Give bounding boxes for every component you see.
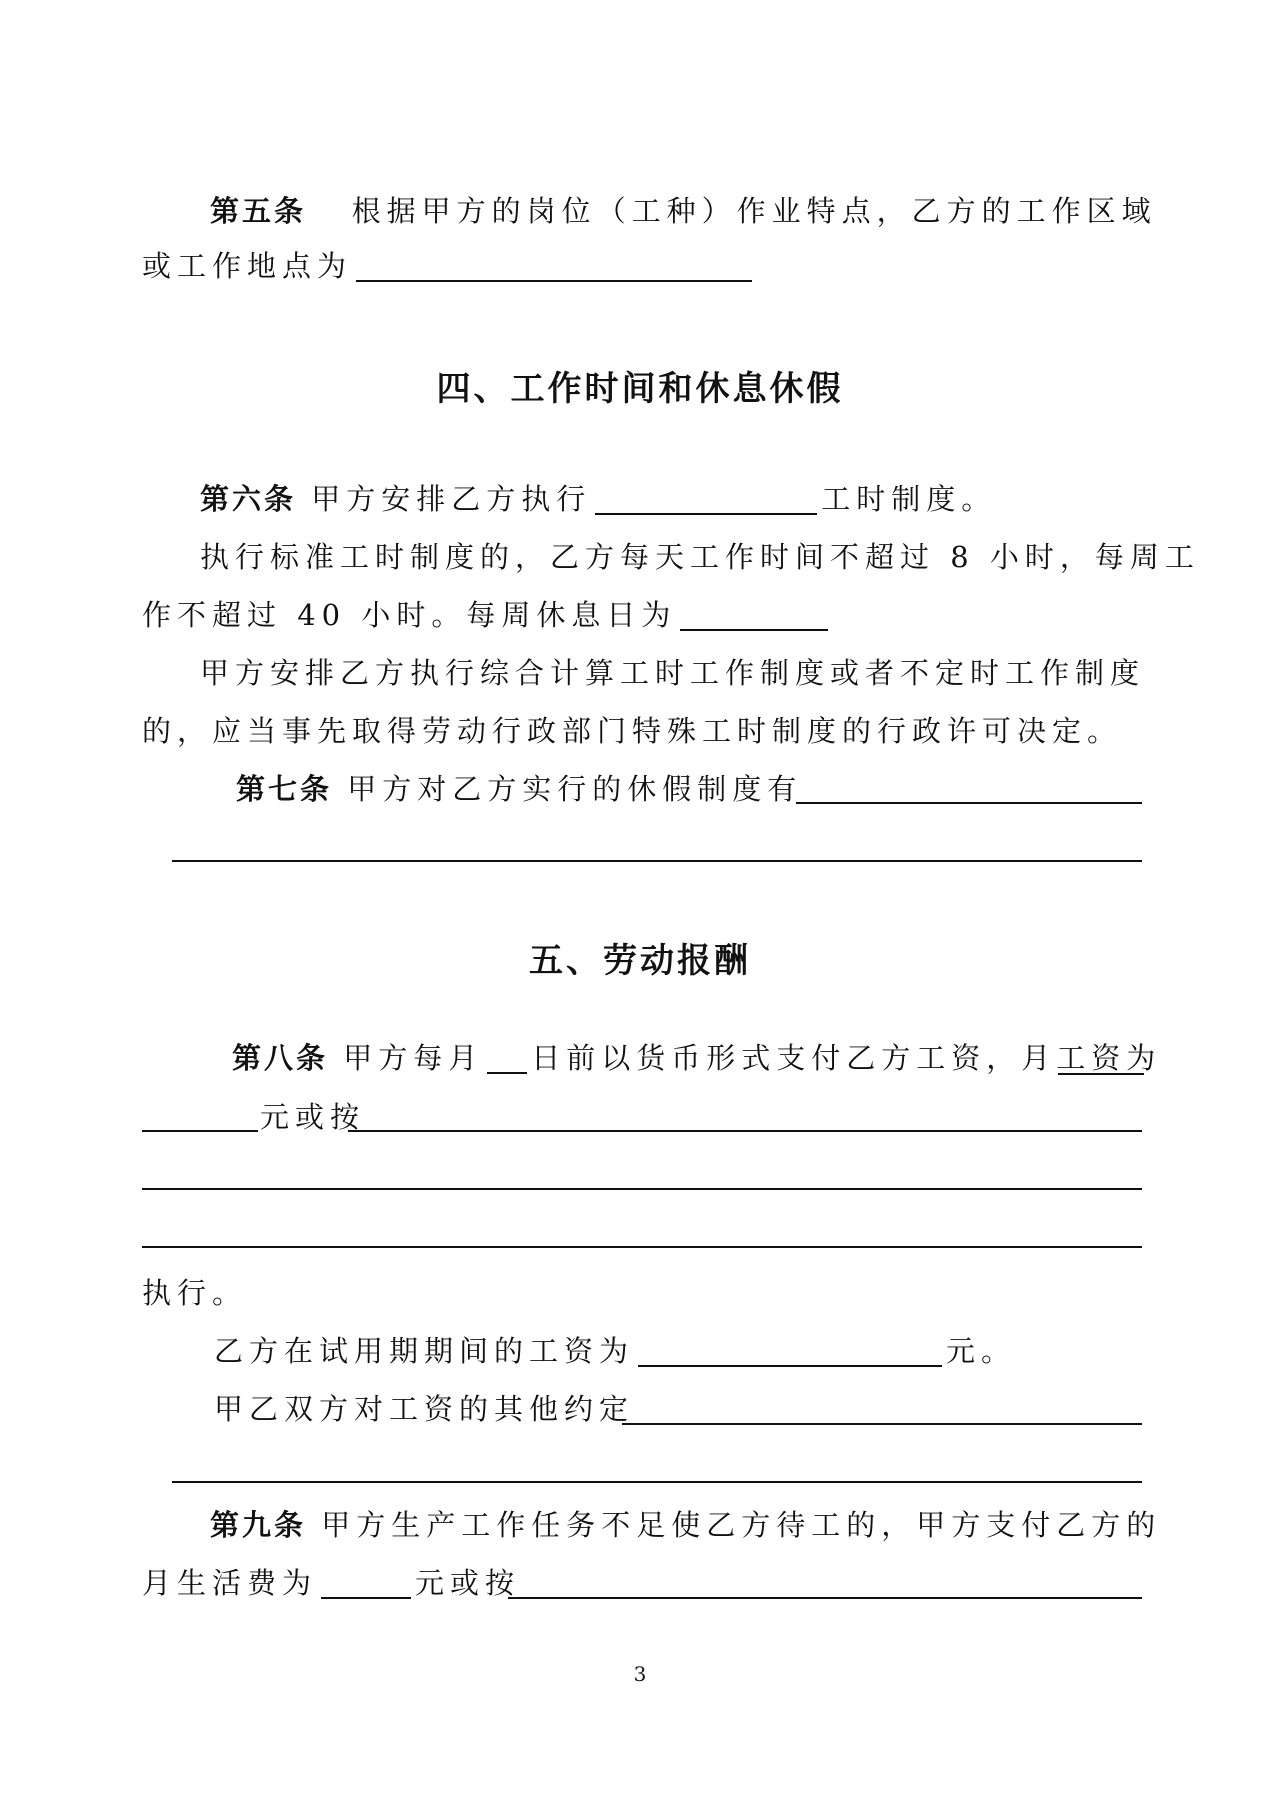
wage-method-blank-line-3[interactable] <box>142 1246 1142 1248</box>
weekly-rest-day-blank[interactable] <box>680 601 828 631</box>
article-6-para-2-line-2 <box>142 597 832 633</box>
probation-wage-line <box>214 1333 1016 1369</box>
vacation-system-blank[interactable] <box>796 802 1142 804</box>
pay-day-blank[interactable] <box>487 1044 527 1074</box>
other-wage-agreement-blank[interactable] <box>622 1423 1142 1425</box>
article-6-para-2-text: 作不超过 40 小时。每周休息日为 <box>142 598 677 632</box>
article-6-para-3-line-2: 的，应当事先取得劳动行政部门特殊工时制度的行政许可决定。 <box>142 714 1123 748</box>
article-8-label: 第八条 <box>232 1041 329 1075</box>
wage-method-blank-line-2[interactable] <box>142 1188 1142 1190</box>
working-hours-system-blank[interactable] <box>595 485 817 515</box>
section-5-title: 五、劳动报酬 <box>529 941 751 981</box>
probation-wage-text-a: 乙方在试用期期间的工资为 <box>214 1334 635 1368</box>
article-6-label: 第六条 <box>200 482 297 516</box>
article-6-para-2-line-1: 执行标准工时制度的，乙方每天工作时间不超过 8 小时，每周工 <box>200 540 1200 574</box>
article-6-text-a: 甲方安排乙方执行 <box>311 482 592 516</box>
article-9-text-b: 元或按 <box>415 1566 521 1600</box>
other-wage-agreement-blank-line-2[interactable] <box>172 1481 1142 1483</box>
article-8-line-1 <box>232 1040 1161 1076</box>
other-wage-agreement-text: 甲乙双方对工资的其他约定 <box>214 1392 635 1426</box>
article-5-text: 根据甲方的岗位（工种）作业特点，乙方的工作区域 <box>351 194 1157 228</box>
monthly-wage-blank[interactable] <box>1058 1073 1144 1075</box>
article-9-line-2 <box>142 1565 520 1601</box>
article-8-text-a: 甲方每月 <box>343 1041 484 1075</box>
article-6-para-3-line-1: 甲方安排乙方执行综合计算工时工作制度或者不定时工作制度 <box>200 656 1146 690</box>
article-5-line-1 <box>210 193 1157 229</box>
article-5-label: 第五条 <box>210 194 307 228</box>
article-6-line-1 <box>200 481 996 517</box>
page-number: 3 <box>633 1662 647 1686</box>
section-4-title: 四、工作时间和休息休假 <box>436 369 844 409</box>
other-wage-agreement-line <box>214 1391 634 1427</box>
article-9-text: 甲方生产工作任务不足使乙方待工的，甲方支付乙方的 <box>321 1508 1162 1542</box>
article-5-line-2 <box>142 248 756 284</box>
wage-method-blank[interactable] <box>348 1130 1142 1132</box>
article-7-line-1 <box>236 771 802 807</box>
monthly-wage-blank-cont[interactable] <box>142 1130 258 1132</box>
probation-wage-blank[interactable] <box>638 1337 942 1367</box>
probation-wage-text-b: 元。 <box>946 1334 1017 1368</box>
work-location-blank[interactable] <box>356 252 752 282</box>
article-8-text-b: 日前以货币形式支付乙方工资，月工资为 <box>531 1041 1162 1075</box>
living-allowance-blank[interactable] <box>321 1569 411 1599</box>
article-7-text: 甲方对乙方实行的休假制度有 <box>347 772 803 806</box>
living-allowance-method-blank[interactable] <box>508 1597 1142 1599</box>
vacation-system-blank-line-2[interactable] <box>172 860 1142 862</box>
article-8-text-c: 元或按 <box>260 1100 366 1134</box>
article-8-line-execute: 执行。 <box>142 1276 248 1310</box>
article-7-label: 第七条 <box>236 772 333 806</box>
article-9-text-a: 月生活费为 <box>142 1566 318 1600</box>
article-6-text-b: 工时制度。 <box>821 482 997 516</box>
article-9-label: 第九条 <box>210 1508 307 1542</box>
article-5-text-2: 或工作地点为 <box>142 249 353 283</box>
article-9-line-1 <box>210 1507 1161 1543</box>
